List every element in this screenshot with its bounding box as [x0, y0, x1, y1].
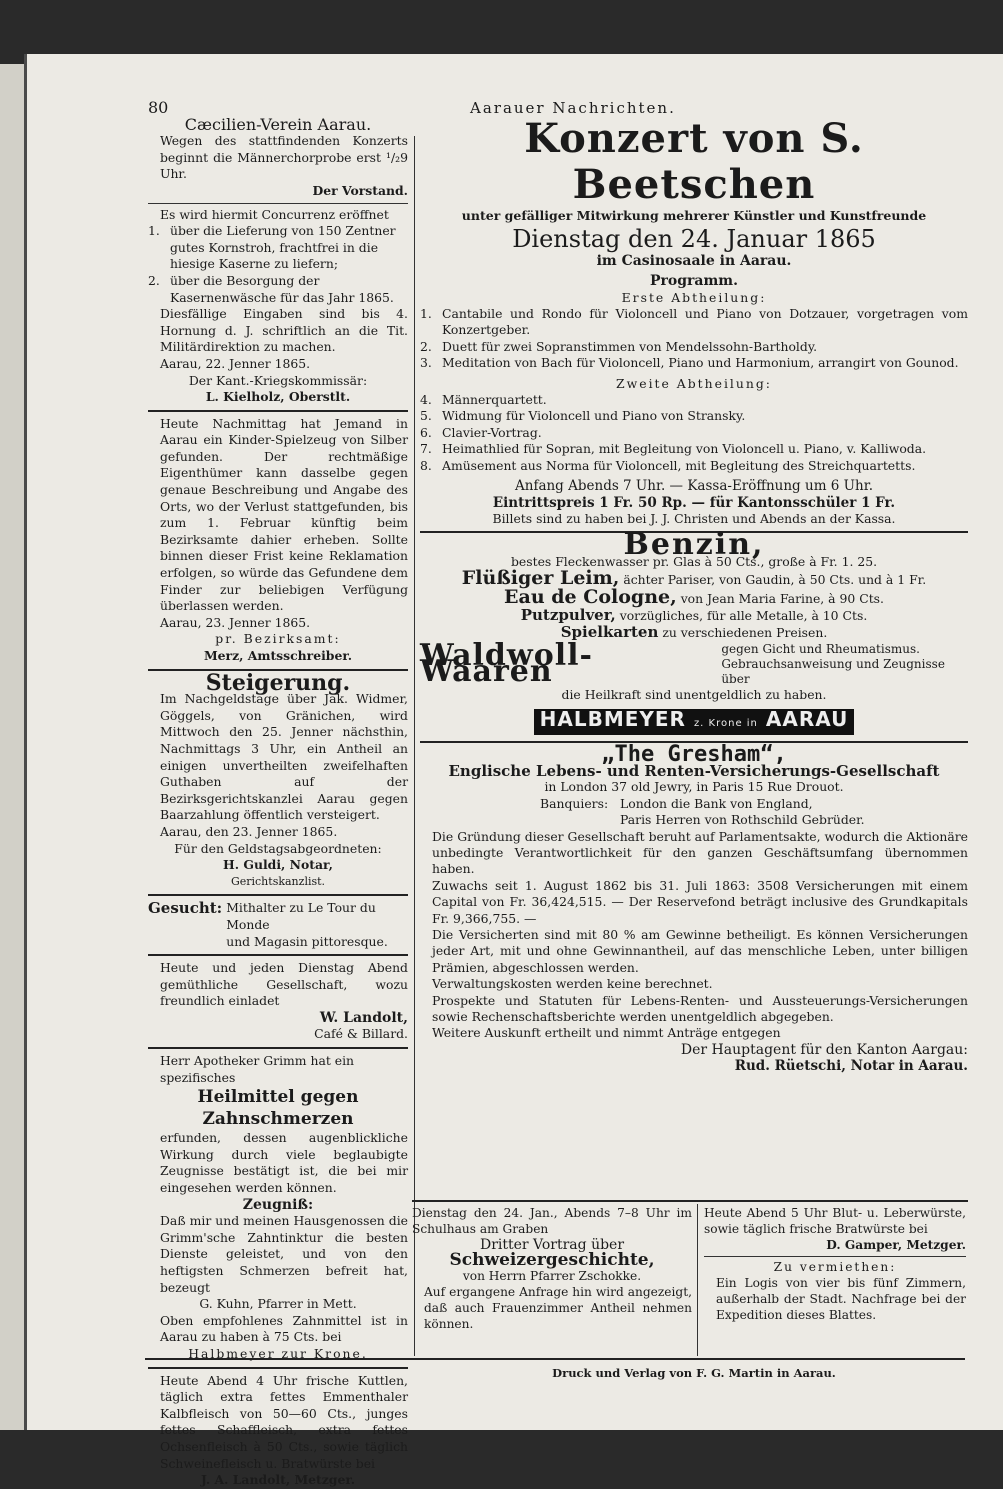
kuttlen-text: Heute Abend 4 Uhr frische Kuttlen, täglich extra fettes Emmenthaler Kalbfleisch von 50—60 Cts., junges fettes Schaffleisch, extra fettes Ochsenfleisch à 50 Cts., sowie täglich Schweinefleisch u. Bratwürste bei: [160, 1372, 408, 1471]
banquier-1: London die Bank von England,: [620, 795, 813, 811]
gesucht-body: [226, 900, 408, 950]
konzert-place: im Casinosaale in Aarau.: [596, 252, 792, 269]
vortrag-line1: Dienstag den 24. Jan., Abends 7–8 Uhr im Schulhaus am Graben: [412, 1206, 692, 1236]
concurrenz-ad: [148, 207, 408, 406]
konzert-subtitle: unter gefälliger Mitwirkung mehrerer Künstler und Kunstfreunde: [461, 208, 927, 224]
programm-item-text: Männerquartett.: [442, 392, 547, 408]
waldwoll-desc: [713, 642, 968, 687]
programm-item-number: 4.: [420, 392, 432, 408]
benzin-ad: [420, 527, 968, 734]
vermiethen-text: Ein Logis von vier bis fünf Zimmern, außerhalb der Stadt. Nachfrage bei der Expedition dieses Blattes.: [716, 1276, 966, 1322]
programm-list-2: [420, 392, 968, 474]
product-name: Spielkarten: [560, 623, 659, 642]
programm-list-1: [420, 306, 968, 372]
programm-item-number: 7.: [420, 441, 432, 457]
steigerung-ad: [148, 669, 408, 891]
programm-item-text: Duett für zwei Sopranstimmen von Mendelssohn-Bartholdy.: [442, 338, 818, 354]
programm-item-number: 6.: [420, 424, 432, 440]
product-name: Putzpulver,: [520, 605, 616, 624]
lost-date: Aarau, 23. Jenner 1865.: [160, 614, 311, 630]
concurrenz-item: [148, 223, 408, 273]
waldwoll-name: Waldwoll-Waaren: [420, 637, 593, 690]
footer-rule: [145, 1358, 965, 1360]
programm-title: Programm.: [650, 273, 738, 290]
kuttlen-sign: J. A. Landolt, Metzger.: [200, 1472, 356, 1488]
banquiers-label: Banquiers:: [540, 795, 609, 811]
steigerung-title: Steigerung.: [205, 669, 351, 696]
product-desc: ächter Pariser, von Gaudin, à 50 Cts. und à 1 Fr.: [623, 572, 927, 588]
vortrag-by: von Herrn Pfarrer Zschokke.: [462, 1269, 642, 1284]
programm-item-text: Widmung für Violoncell und Piano von Stransky.: [442, 408, 746, 424]
lost-item-ad: [148, 416, 408, 665]
programm-item: [420, 425, 968, 441]
steigerung-sign: H. Guldi, Notar,: [223, 857, 333, 873]
item-text: über die Besorgung der Kasernenwäsche für das Jahr 1865.: [170, 272, 394, 305]
product-desc: vorzügliches, für alle Metalle, à 10 Cts.: [619, 607, 868, 623]
gresham-p3: Die Versicherten sind mit 80 % am Gewinne betheiligt. Es können Versicherungen jeder Art, mit und ohne Gewinnantheil, auf das menschliche Leben, unter billigen Prämien, abgeschlossen werden.: [432, 927, 968, 975]
lost-sign: Merz, Amtsschreiber.: [203, 648, 353, 663]
benzin-line3: [420, 585, 968, 608]
waldwoll-line2: Gebrauchsanweisung und Zeugnisse über: [721, 656, 945, 686]
item-number: 1.: [148, 223, 160, 239]
item-text: über die Lieferung von 150 Zentner gutes Kornstroh, frachtfrei in die hiesige Kaserne zu liefern;: [170, 223, 396, 272]
vermiethen-title: Zu vermiethen:: [773, 1260, 897, 1275]
programm-item-number: 5.: [420, 408, 432, 424]
zeugnis-title: Zeugniß:: [242, 1196, 314, 1213]
logo-city: AARAU: [765, 707, 849, 732]
cafe-sign2: Café & Billard.: [314, 1026, 408, 1042]
grimm-seller: Halbmeyer zur Krone.: [188, 1345, 368, 1361]
gresham-p5: Prospekte und Statuten für Lebens-Renten- und Aussteuerungs-Versicherungen sowie Rechenschaftsberichte werden unentgeldlich abgegeben.: [432, 992, 968, 1025]
cafe-ad: [148, 960, 408, 1043]
gresham-address: in London 37 old Jewry, in Paris 15 Rue Drouot.: [544, 779, 844, 795]
programm-part2: Zweite Abtheilung:: [616, 375, 772, 391]
programm-item-number: 1.: [420, 306, 432, 322]
programm-item: [420, 408, 968, 424]
concurrenz-office: Der Kant.-Kriegskommissär:: [188, 372, 368, 388]
gesucht-label: Gesucht:: [148, 899, 223, 918]
programm-item-number: 2.: [420, 338, 432, 354]
steigerung-office: Für den Geldstagsabgeordneten:: [174, 840, 382, 856]
bottom-right-ads: [704, 1206, 966, 1324]
vortrag-text: Auf ergangene Anfrage hin wird angezeigt, daß auch Frauenzimmer Antheil nehmen können.: [424, 1284, 692, 1331]
grimm-text2: erfunden, dessen augenblickliche Wirkung durch viele beglaubigte Zeugnisse bestätigt ist, die bei mir eingesehen werden können.: [160, 1130, 408, 1196]
divider: [148, 410, 408, 412]
gresham-p1: Die Gründung dieser Gesellschaft beruht auf Parlamentsakte, wodurch die Aktionäre unbedingte Verantwortlichkeit für den ganzen Geschäftsumfang übernommen haben.: [432, 828, 968, 877]
grimm-headline: Heilmittel gegen Zahnschmerzen: [197, 1087, 359, 1130]
grimm-ad: [148, 1053, 408, 1363]
zeugnis-text: Daß mir und meinen Hausgenossen die Grimm'sche Zahntinktur die besten Dienste geleistet, und von den heftigsten Schmerzen befreit hat, bezeugt: [160, 1213, 408, 1295]
gesucht-text2: und Magasin pittoresque.: [226, 933, 388, 949]
divider: [148, 1367, 408, 1369]
programm-item: [420, 458, 968, 474]
zeugnis-sign: G. Kuhn, Pfarrer in Mett.: [199, 1296, 357, 1312]
bottom-divider: [412, 1200, 968, 1202]
gresham-p6: Weitere Auskunft ertheilt und nimmt Anträge entgegen: [432, 1025, 781, 1041]
right-column: [420, 100, 968, 1075]
gresham-ad: [420, 741, 968, 1075]
bottom-column-divider: [697, 1204, 698, 1356]
vortrag-title1: Dritter Vortrag über: [479, 1236, 625, 1253]
divider: [148, 894, 408, 896]
programm-part1: Erste Abtheilung:: [621, 289, 767, 305]
programm-item: [420, 441, 968, 457]
divider: [148, 954, 408, 956]
grimm-text: Herr Apotheker Grimm hat ein spezifisches: [160, 1053, 355, 1085]
caecilien-title: Cæcilien-Verein Aarau.: [184, 114, 372, 134]
konzert-ad: [420, 116, 968, 527]
gamper-sign: D. Gamper, Metzger.: [826, 1237, 966, 1252]
concurrenz-sign: L. Kielholz, Oberstlt.: [205, 389, 351, 405]
benzin-line2: [420, 567, 968, 590]
waldwoll-line1: gegen Gicht und Rheumatismus.: [721, 641, 920, 656]
benzin-title: Benzin,: [623, 527, 765, 563]
lost-text: Heute Nachmittag hat Jemand in Aarau ein Kinder-Spielzeug von Silber gefunden. Der rechtmäßige Eigenthümer kann dasselbe gegen genaue Beschreibung und Angabe des Orts, wo der Verlust stattgefunden, bis zum 1. Februar künftig beim Bezirksamte dahier erheben. Sollte binnen dieser Frist keine Reklamation erfolgen, so würde das Gefundene dem Finder zur beliebigen Verfügung überlassen werden.: [160, 415, 408, 614]
konzert-start: Anfang Abends 7 Uhr. — Kassa-Eröffnung um 6 Uhr.: [515, 478, 873, 495]
programm-item-text: Meditation von Bach für Violoncell, Piano und Harmonium, arrangirt von Gounod.: [442, 355, 959, 371]
product-name: Flüßiger Leim,: [461, 567, 620, 590]
konzert-tickets: Billets sind zu haben bei J. J. Christen und Abends an der Kassa.: [492, 510, 896, 526]
product-name: Eau de Cologne,: [504, 585, 677, 608]
programm-item-text: Amüsement aus Norma für Violoncell, mit Begleitung des Streichquartetts.: [442, 457, 916, 473]
newspaper-header: Aarauer Nachrichten.: [470, 99, 676, 117]
cafe-text: Heute und jeden Dienstag Abend gemüthliche Gesellschaft, wozu freundlich einladet: [160, 960, 408, 1009]
konzert-date: Dienstag den 24. Januar 1865: [512, 224, 876, 253]
programm-item-text: Cantabile und Rondo für Violoncell und Piano von Dotzauer, vorgetragen vom Konzertgeber.: [442, 306, 968, 338]
kuttlen-ad: [148, 1373, 408, 1489]
programm-item: [420, 392, 968, 408]
gresham-agent-name: Rud. Rüetschi, Notar in Aarau.: [734, 1058, 968, 1075]
gamper-text: Heute Abend 5 Uhr Blut- u. Leberwürste, sowie täglich frische Bratwürste bei: [704, 1206, 966, 1236]
divider: [148, 1047, 408, 1049]
konzert-price: Eintrittspreis 1 Fr. 50 Rp. — für Kantonsschüler 1 Fr.: [492, 494, 896, 511]
caecilien-sign: Der Vorstand.: [312, 182, 408, 198]
banquier-2: Paris Herren von Rothschild Gebrüder.: [620, 812, 865, 828]
waldwoll-row: [420, 637, 968, 690]
programm-item-number: 3.: [420, 355, 432, 371]
vortrag-ad: [412, 1206, 692, 1332]
gresham-title: „The Gresham“,: [601, 741, 787, 767]
programm-item: [420, 355, 968, 371]
divider: [704, 1256, 966, 1257]
item-number: 2.: [148, 272, 160, 288]
concurrenz-item: [148, 273, 408, 306]
page-number: 80: [148, 98, 169, 117]
caecilien-text: Wegen des stattfindenden Konzerts beginnt die Männerchorprobe erst ¹/₂9 Uhr.: [160, 133, 408, 182]
column-divider: [414, 136, 415, 1356]
programm-item-text: Clavier-Vortrag.: [442, 424, 542, 440]
divider: [148, 203, 408, 204]
concurrenz-intro: Es wird hiermit Concurrenz eröffnet: [160, 206, 389, 222]
gresham-agent: Der Hauptagent für den Kanton Aargau:: [680, 1041, 968, 1058]
halbmeyer-logo: [534, 709, 855, 734]
gresham-p4: Verwaltungskosten werden keine berechnet.: [432, 976, 713, 992]
vortrag-title2: Schweizergeschichte,: [449, 1250, 655, 1271]
imprint: Druck und Verlag von F. G. Martin in Aarau.: [552, 1366, 836, 1380]
lost-office: pr. Bezirksamt:: [215, 631, 341, 647]
concurrenz-body: Diesfällige Eingaben sind bis 4. Hornung d. J. schriftlich an die Tit. Militärdirektion zu machen.: [160, 306, 408, 355]
gesucht-text1: Mithalter zu Le Tour du Monde: [226, 900, 376, 932]
programm-item-text: Heimathlied für Sopran, mit Begleitung von Violoncell u. Piano, v. Kalliwoda.: [442, 441, 927, 457]
gresham-subtitle: Englische Lebens- und Renten-Versicherungs-Gesellschaft: [448, 761, 940, 780]
steigerung-sign2: Gerichtskanzlist.: [230, 874, 326, 888]
banquiers-list: [620, 796, 865, 829]
logo-small: z. Krone in: [693, 718, 758, 730]
programm-item: [420, 339, 968, 355]
programm-item: [420, 306, 968, 339]
steigerung-text: Im Nachgeldstage über Jak. Widmer, Göggels, von Gränichen, wird Mittwoch den 25. Jenner nächsthin, Nachmittags 3 Uhr, ein Antheil an einigen unvertheilten zweifelhaften Guthaben auf der Bezirksgerichtskanzlei Aarau gegen Baarzahlung öffentlich versteigert.: [160, 691, 408, 823]
concurrenz-date: Aarau, 22. Jenner 1865.: [160, 355, 311, 371]
gresham-p2: Zuwachs seit 1. August 1862 bis 31. Juli 1863: 3508 Versicherungen mit einem Capital von Fr. 36,424,515. — Der Reservefond beträgt inclusive des Grundkapitals Fr. 9,366,755. —: [432, 877, 968, 926]
steigerung-date: Aarau, den 23. Jenner 1865.: [160, 823, 338, 839]
waldwoll-line3: die Heilkraft sind unentgeldlich zu haben.: [561, 686, 827, 702]
konzert-title: Konzert von S. Beetschen: [524, 115, 864, 209]
gresham-banquiers: [420, 796, 968, 829]
halbmeyer-logo-row: [420, 709, 968, 734]
benzin-line1: bestes Fleckenwasser pr. Glas à 50 Cts., große à Fr. 1. 25.: [510, 553, 878, 569]
programm-item-number: 8.: [420, 457, 432, 473]
gesucht-ad: [148, 900, 408, 950]
left-column: [148, 100, 408, 1489]
product-desc: zu verschiedenen Preisen.: [662, 625, 828, 641]
benzin-line4: [420, 607, 968, 624]
cafe-sign: W. Landolt,: [319, 1009, 408, 1026]
grimm-text3: Oben empfohlenes Zahnmittel ist in Aarau zu haben à 75 Cts. bei: [160, 1312, 408, 1345]
logo-main: HALBMEYER: [539, 707, 686, 732]
caecilien-ad: [148, 114, 408, 200]
product-desc: von Jean Maria Farine, à 90 Cts.: [680, 590, 884, 606]
